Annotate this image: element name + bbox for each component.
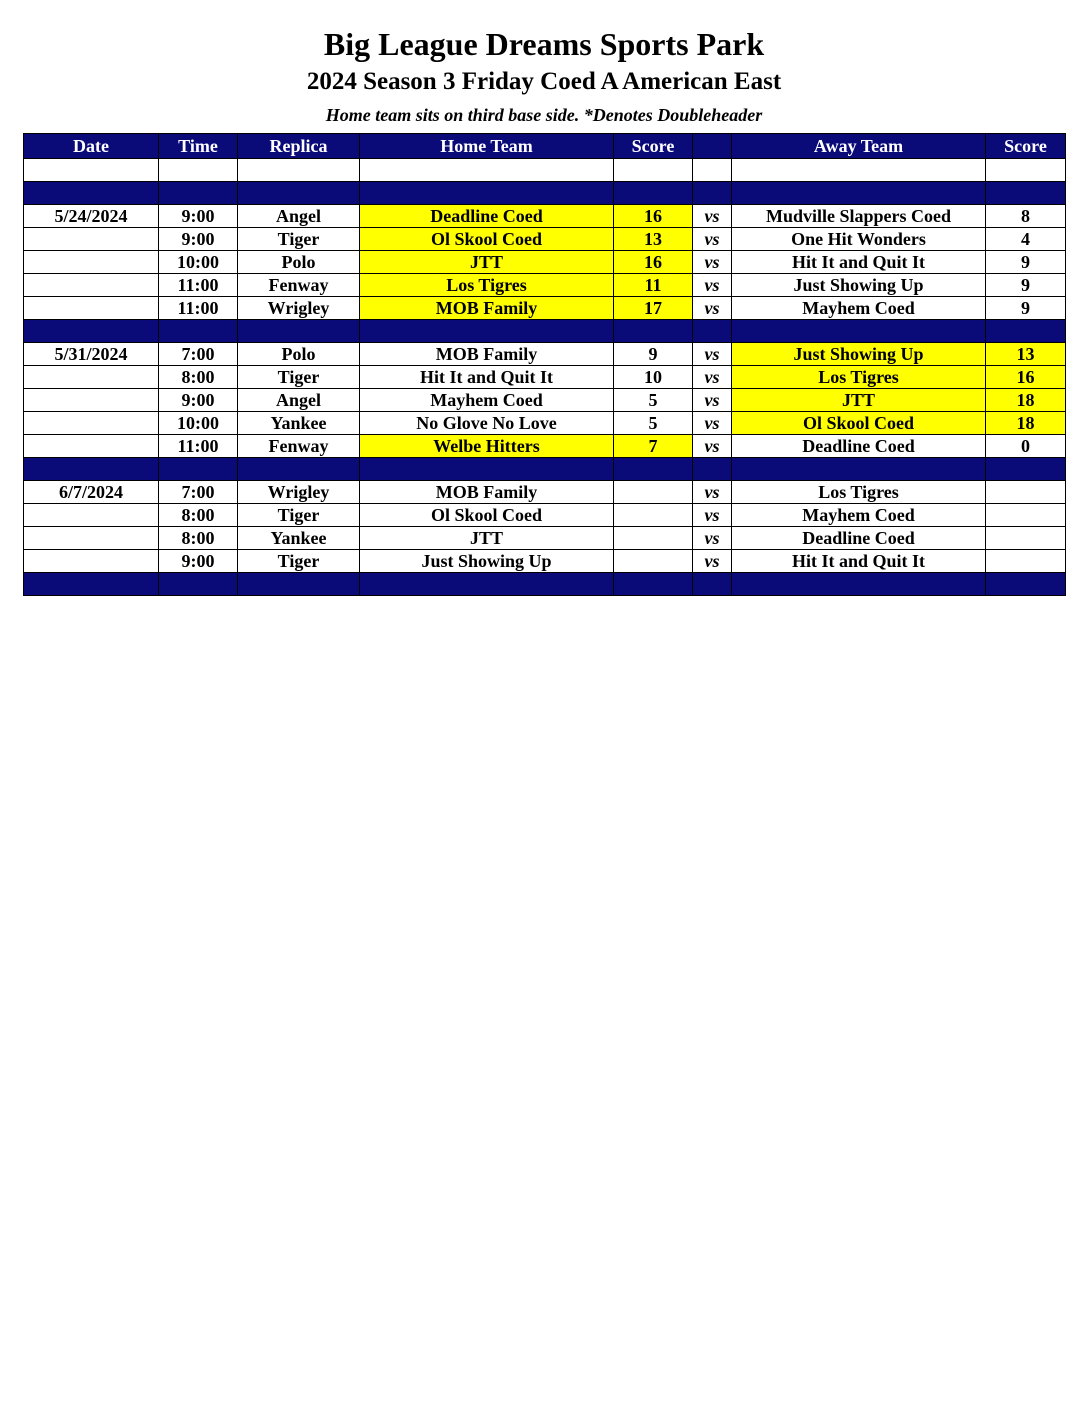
home-score xyxy=(614,550,693,573)
away-team: Hit It and Quit It xyxy=(732,550,986,573)
blank-row xyxy=(24,159,1066,182)
game-date xyxy=(24,297,159,320)
game-replica: Polo xyxy=(238,251,360,274)
game-time: 7:00 xyxy=(159,481,238,504)
away-team: Mayhem Coed xyxy=(732,504,986,527)
away-team: One Hit Wonders xyxy=(732,228,986,251)
home-team: Deadline Coed xyxy=(360,205,614,228)
vs-label: vs xyxy=(693,274,732,297)
table-row xyxy=(24,435,1066,458)
home-team: JTT xyxy=(360,251,614,274)
away-score: 0 xyxy=(986,435,1066,458)
vs-label: vs xyxy=(693,504,732,527)
away-score xyxy=(986,504,1066,527)
game-replica: Tiger xyxy=(238,228,360,251)
table-row xyxy=(24,412,1066,435)
away-team: Los Tigres xyxy=(732,366,986,389)
home-team: No Glove No Love xyxy=(360,412,614,435)
home-team: Ol Skool Coed xyxy=(360,504,614,527)
home-score xyxy=(614,481,693,504)
col-header-date: Date xyxy=(24,134,159,159)
col-header-replica: Replica xyxy=(238,134,360,159)
game-replica: Tiger xyxy=(238,550,360,573)
home-team: MOB Family xyxy=(360,297,614,320)
game-replica: Fenway xyxy=(238,274,360,297)
table-row xyxy=(24,205,1066,228)
game-time: 11:00 xyxy=(159,274,238,297)
game-replica: Wrigley xyxy=(238,297,360,320)
game-date xyxy=(24,366,159,389)
away-team: Just Showing Up xyxy=(732,343,986,366)
home-score: 5 xyxy=(614,412,693,435)
home-team: Just Showing Up xyxy=(360,550,614,573)
game-replica: Polo xyxy=(238,343,360,366)
table-row xyxy=(24,343,1066,366)
table-row xyxy=(24,297,1066,320)
home-score: 11 xyxy=(614,274,693,297)
home-team: Mayhem Coed xyxy=(360,389,614,412)
away-team: Mayhem Coed xyxy=(732,297,986,320)
vs-label: vs xyxy=(693,435,732,458)
vs-label: vs xyxy=(693,412,732,435)
away-score: 9 xyxy=(986,274,1066,297)
game-replica: Angel xyxy=(238,205,360,228)
game-time: 9:00 xyxy=(159,205,238,228)
table-row xyxy=(24,228,1066,251)
table-row xyxy=(24,504,1066,527)
game-date: 6/7/2024 xyxy=(24,481,159,504)
game-replica: Tiger xyxy=(238,366,360,389)
home-score: 9 xyxy=(614,343,693,366)
home-team: Welbe Hitters xyxy=(360,435,614,458)
game-replica: Angel xyxy=(238,389,360,412)
col-header-home-team: Home Team xyxy=(360,134,614,159)
table-row xyxy=(24,527,1066,550)
home-score: 16 xyxy=(614,205,693,228)
table-row xyxy=(24,389,1066,412)
page-subtitle: 2024 Season 3 Friday Coed A American East xyxy=(306,68,782,95)
game-replica: Fenway xyxy=(238,435,360,458)
vs-label: vs xyxy=(693,343,732,366)
game-replica: Tiger xyxy=(238,504,360,527)
home-team: Los Tigres xyxy=(360,274,614,297)
away-team: Deadline Coed xyxy=(732,527,986,550)
home-score: 5 xyxy=(614,389,693,412)
away-team: Los Tigres xyxy=(732,481,986,504)
vs-label: vs xyxy=(693,550,732,573)
vs-label: vs xyxy=(693,228,732,251)
home-team: Ol Skool Coed xyxy=(360,228,614,251)
game-date xyxy=(24,435,159,458)
table-row xyxy=(24,481,1066,504)
away-score: 9 xyxy=(986,251,1066,274)
page-title: Big League Dreams Sports Park xyxy=(323,26,765,62)
table-row xyxy=(24,550,1066,573)
game-replica: Wrigley xyxy=(238,481,360,504)
vs-label: vs xyxy=(693,389,732,412)
game-time: 9:00 xyxy=(159,550,238,573)
vs-label: vs xyxy=(693,205,732,228)
schedule-table xyxy=(23,133,1066,596)
col-header-time: Time xyxy=(159,134,238,159)
game-date xyxy=(24,274,159,297)
game-date xyxy=(24,412,159,435)
home-score: 13 xyxy=(614,228,693,251)
game-time: 11:00 xyxy=(159,435,238,458)
away-score: 8 xyxy=(986,205,1066,228)
week-separator xyxy=(24,320,1066,343)
home-team: Hit It and Quit It xyxy=(360,366,614,389)
game-time: 9:00 xyxy=(159,389,238,412)
away-score: 13 xyxy=(986,343,1066,366)
vs-label: vs xyxy=(693,481,732,504)
away-score xyxy=(986,481,1066,504)
game-date xyxy=(24,527,159,550)
game-time: 10:00 xyxy=(159,412,238,435)
away-team: Mudville Slappers Coed xyxy=(732,205,986,228)
away-team: Ol Skool Coed xyxy=(732,412,986,435)
home-score: 10 xyxy=(614,366,693,389)
week-separator xyxy=(24,182,1066,205)
col-header-home-score: Score xyxy=(614,134,693,159)
game-time: 9:00 xyxy=(159,228,238,251)
game-date xyxy=(24,251,159,274)
home-score: 16 xyxy=(614,251,693,274)
week-separator xyxy=(24,573,1066,596)
game-replica: Yankee xyxy=(238,412,360,435)
home-team: MOB Family xyxy=(360,343,614,366)
vs-label: vs xyxy=(693,527,732,550)
game-time: 11:00 xyxy=(159,297,238,320)
week-separator xyxy=(24,458,1066,481)
home-score xyxy=(614,504,693,527)
vs-label: vs xyxy=(693,251,732,274)
game-date xyxy=(24,389,159,412)
home-team: MOB Family xyxy=(360,481,614,504)
table-row xyxy=(24,274,1066,297)
away-score: 18 xyxy=(986,389,1066,412)
game-date xyxy=(24,550,159,573)
game-time: 8:00 xyxy=(159,504,238,527)
game-replica: Yankee xyxy=(238,527,360,550)
table-row xyxy=(24,251,1066,274)
away-score: 4 xyxy=(986,228,1066,251)
game-date: 5/31/2024 xyxy=(24,343,159,366)
col-header-vs xyxy=(693,134,732,159)
away-score xyxy=(986,527,1066,550)
home-score: 17 xyxy=(614,297,693,320)
away-team: JTT xyxy=(732,389,986,412)
vs-label: vs xyxy=(693,297,732,320)
game-date xyxy=(24,504,159,527)
game-date: 5/24/2024 xyxy=(24,205,159,228)
away-team: Just Showing Up xyxy=(732,274,986,297)
vs-label: vs xyxy=(693,366,732,389)
away-score: 9 xyxy=(986,297,1066,320)
game-time: 8:00 xyxy=(159,366,238,389)
away-team: Deadline Coed xyxy=(732,435,986,458)
away-score: 16 xyxy=(986,366,1066,389)
game-time: 8:00 xyxy=(159,527,238,550)
away-team: Hit It and Quit It xyxy=(732,251,986,274)
col-header-away-team: Away Team xyxy=(732,134,986,159)
table-row xyxy=(24,366,1066,389)
home-team: JTT xyxy=(360,527,614,550)
game-date xyxy=(24,228,159,251)
away-score: 18 xyxy=(986,412,1066,435)
home-score: 7 xyxy=(614,435,693,458)
home-score xyxy=(614,527,693,550)
game-time: 7:00 xyxy=(159,343,238,366)
game-time: 10:00 xyxy=(159,251,238,274)
away-score xyxy=(986,550,1066,573)
col-header-away-score: Score xyxy=(986,134,1066,159)
header-note: Home team sits on third base side. *Denotes Doubleheader xyxy=(325,105,763,125)
table-header-row xyxy=(24,134,1066,159)
